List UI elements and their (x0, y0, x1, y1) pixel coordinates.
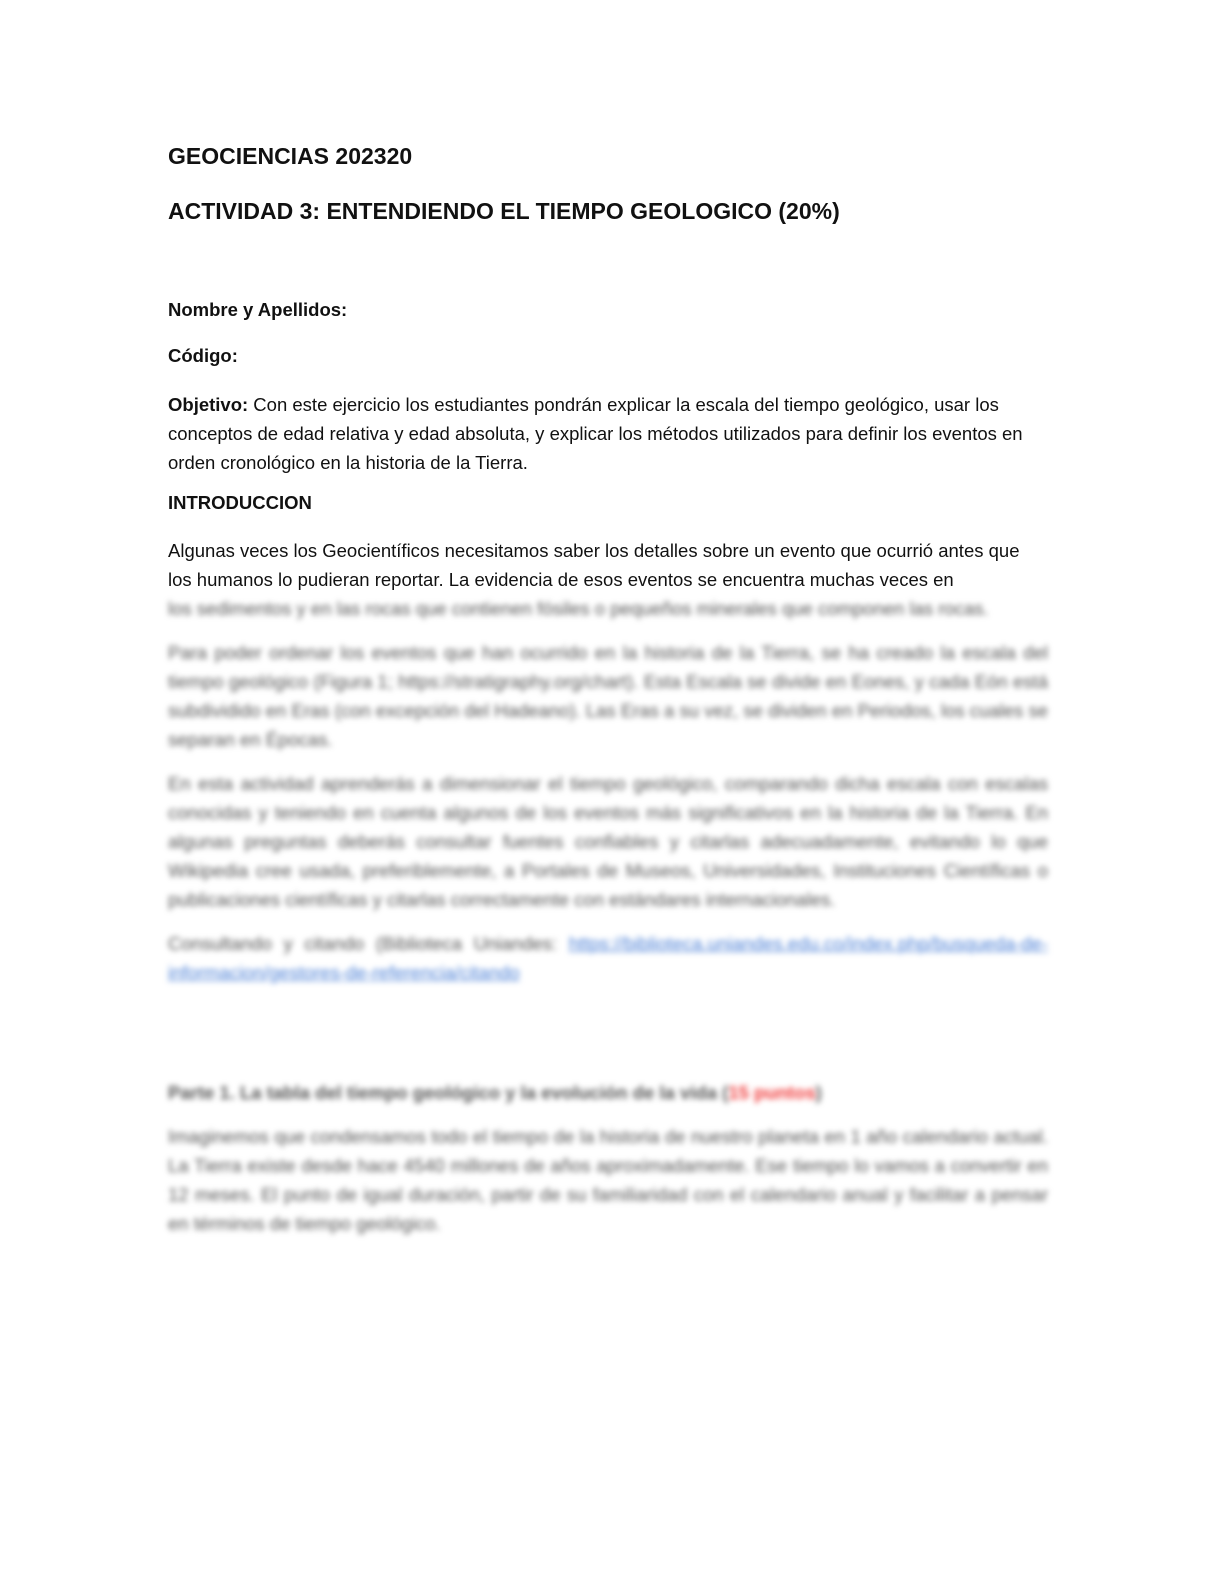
part1-heading-text: Parte 1. La tabla del tiempo geológico y la evolución de la vida ( (168, 1082, 729, 1103)
part1-heading (168, 1078, 1048, 1107)
part1-paragraph: Imaginemos que condensamos todo el tiempo de la historia de nuestro planeta en 1 año calendario actual. La Tierra existe desde hace 4540 millones de años aproximadamente. Ese tiempo lo vamos a convertir en 12 meses. El punto de igual duración, partir de su familiaridad con el calendario anual y facilitar a pensar en términos de tiempo geológico. (168, 1126, 1048, 1234)
intro-paragraph: Algunas veces los Geocientíficos necesitamos saber los detalles sobre un evento que ocurrió antes que los humanos lo pudieran reportar. La evidencia de esos eventos se encuentra muchas veces en (168, 540, 1020, 590)
part1-heading-close: ) (815, 1082, 822, 1103)
intro-heading: INTRODUCCION (168, 492, 312, 513)
activity-title: ACTIVIDAD 3: ENTENDIENDO EL TIEMPO GEOLOGICO (20%) (168, 198, 840, 224)
activity-paragraph: En esta actividad aprenderás a dimensionar el tiempo geológico, comparando dicha escala con escalas conocidas y teniendo en cuenta algunos de los eventos más significativos en la historia de la Tierra. En algunas preguntas deberás consultar fuentes confiables y citarlas adecuadamente, evitando lo que Wikipedia cree usada, preferiblemente, a Portales de Museos, Universidades, Instituciones Científicas o publicaciones científicas y citarlas correctamente con estándares internacionales. (168, 773, 1048, 910)
part1-points: 15 puntos (728, 1082, 816, 1103)
course-title: GEOCIENCIAS 202320 (168, 143, 413, 169)
name-label: Nombre y Apellidos: (168, 299, 348, 320)
blurred-content (168, 594, 1048, 1002)
objective-label: Objetivo: (168, 394, 249, 415)
code-label: Código: (168, 345, 238, 366)
objective-paragraph (168, 390, 1048, 477)
scale-paragraph: Para poder ordenar los eventos que han ocurrido en la historia de la Tierra, se ha creado la escala del tiempo geológico (Figura 1; https://stratigraphy.org/chart). Esta Escala se divide en Eones, y cada Eón está subdividido en Eras (con excepción del Hadeano). Las Eras a su vez, se dividen en Periodos, los cuales se separan en Épocas. (168, 642, 1048, 750)
citation-text: Consultando y citando (Biblioteca Uniandes: (168, 933, 569, 954)
library-link[interactable]: https://biblioteca.uniandes.edu.co/index.php/busqueda-de-informacion/gestores-de-referencia/citando (168, 933, 1048, 983)
citation-paragraph (168, 929, 1048, 987)
objective-text: Con este ejercicio los estudiantes pondrán explicar la escala del tiempo geológico, usar los conceptos de edad relativa y edad absoluta, y explicar los métodos utilizados para definir los eventos en orden cronológico en la historia de la Tierra. (168, 394, 1023, 473)
intro-paragraph-continued: los sedimentos y en las rocas que contienen fósiles o pequeños minerales que componen las rocas. (168, 598, 989, 619)
